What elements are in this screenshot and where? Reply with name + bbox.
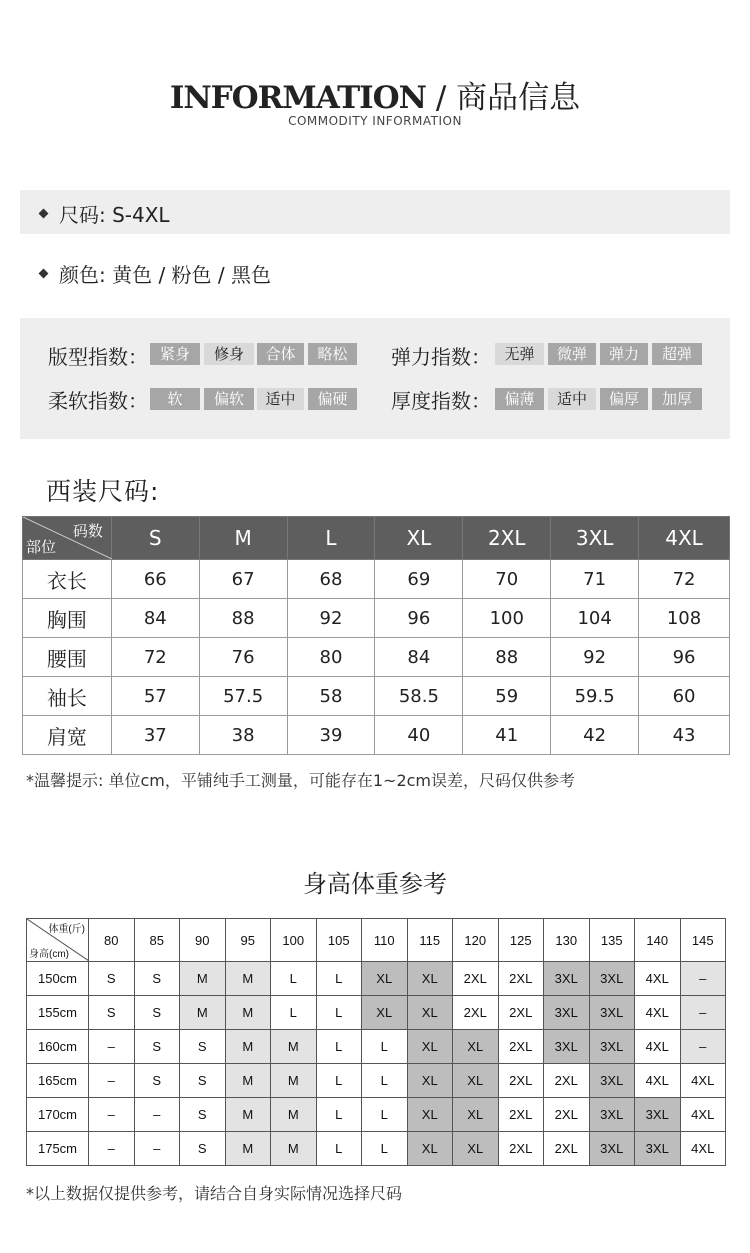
size-recommendation-cell: L: [316, 1064, 362, 1098]
size-recommendation-cell: M: [180, 996, 226, 1030]
part-label: 腰围: [23, 638, 112, 677]
size-recommendation-cell: L: [316, 1030, 362, 1064]
weight-header-cell: 105: [316, 919, 362, 962]
measurement-cell: 59.5: [551, 677, 639, 716]
weight-header-cell: 100: [271, 919, 317, 962]
table-row: [23, 599, 730, 638]
size-column-header: 2XL: [463, 517, 551, 560]
page-title: [0, 72, 750, 117]
size-recommendation-cell: L: [271, 962, 317, 996]
size-recommendation-cell: 3XL: [589, 1132, 635, 1166]
height-label: 175cm: [27, 1132, 89, 1166]
size-recommendation-cell: 3XL: [544, 1030, 590, 1064]
size-recommendation-cell: 2XL: [498, 1064, 544, 1098]
page-subtitle: COMMODITY INFORMATION: [288, 114, 462, 128]
softness-option-chip: 偏硬: [308, 388, 357, 410]
size-column-header: XL: [375, 517, 463, 560]
size-recommendation-cell: S: [180, 1098, 226, 1132]
elasticity-option-chip: 超弹: [652, 343, 702, 365]
table-row: [27, 1132, 726, 1166]
size-recommendation-cell: 2XL: [453, 962, 499, 996]
measurement-cell: 84: [375, 638, 463, 677]
fit-option-chip: 紧身: [150, 343, 200, 365]
size-recommendation-cell: 4XL: [680, 1132, 726, 1166]
size-recommendation-cell: L: [362, 1098, 408, 1132]
weight-header-cell: 140: [635, 919, 681, 962]
measurement-cell: 84: [111, 599, 199, 638]
size-recommendation-cell: XL: [407, 1132, 453, 1166]
thickness-index-label: 厚度指数：: [391, 389, 491, 413]
thickness-option-chip: 偏薄: [495, 388, 544, 410]
size-recommendation-cell: –: [89, 1030, 135, 1064]
weight-header-cell: 120: [453, 919, 499, 962]
softness-option-chip-selected: 适中: [257, 388, 304, 410]
size-recommendation-cell: M: [225, 962, 271, 996]
size-recommendation-cell: S: [180, 1064, 226, 1098]
elasticity-option-chip-selected: 无弹: [495, 343, 544, 365]
size-column-header: M: [199, 517, 287, 560]
size-recommendation-cell: XL: [407, 996, 453, 1030]
size-recommendation-cell: XL: [407, 1030, 453, 1064]
weight-header-cell: 80: [89, 919, 135, 962]
size-table-corner-cell: [23, 517, 112, 560]
fit-index-label: 版型指数：: [48, 345, 148, 369]
size-recommendation-cell: 2XL: [498, 962, 544, 996]
color-attr: [40, 259, 271, 288]
size-recommendation-cell: 3XL: [544, 962, 590, 996]
thickness-option-chip-selected: 适中: [548, 388, 596, 410]
size-recommendation-cell: 3XL: [589, 1030, 635, 1064]
height-label: 165cm: [27, 1064, 89, 1098]
weight-header-cell: 135: [589, 919, 635, 962]
measurement-cell: 88: [199, 599, 287, 638]
size-recommendation-cell: L: [362, 1030, 408, 1064]
size-recommendation-cell: L: [316, 996, 362, 1030]
height-label: 155cm: [27, 996, 89, 1030]
size-recommendation-cell: M: [271, 1132, 317, 1166]
size-note: *温馨提示: 单位cm，平铺纯手工测量，可能存在1~2cm误差，尺码仅供参考: [26, 771, 576, 790]
measurement-cell: 59: [463, 677, 551, 716]
measurement-cell: 92: [287, 599, 375, 638]
title-sep: /: [426, 80, 457, 116]
size-recommendation-cell: L: [316, 962, 362, 996]
size-recommendation-cell: 2XL: [453, 996, 499, 1030]
measurement-cell: 92: [551, 638, 639, 677]
elasticity-option-chip: 微弹: [548, 343, 596, 365]
size-recommendation-cell: S: [134, 1030, 180, 1064]
softness-index-label: 柔软指数：: [48, 389, 148, 413]
fit-option-chip: 合体: [257, 343, 304, 365]
height-label: 150cm: [27, 962, 89, 996]
elasticity-option-chip: 弹力: [600, 343, 648, 365]
size-recommendation-cell: 4XL: [680, 1064, 726, 1098]
thickness-option-chip: 加厚: [652, 388, 702, 410]
size-recommendation-cell: 4XL: [680, 1098, 726, 1132]
size-column-header: 3XL: [551, 517, 639, 560]
reference-title: 身高体重参考: [303, 870, 447, 898]
thickness-option-chip: 偏厚: [600, 388, 648, 410]
size-recommendation-cell: 2XL: [498, 996, 544, 1030]
size-recommendation-cell: XL: [453, 1132, 499, 1166]
size-recommendation-cell: XL: [453, 1098, 499, 1132]
size-recommendation-cell: –: [89, 1064, 135, 1098]
table-row: [27, 1064, 726, 1098]
size-recommendation-cell: 4XL: [635, 962, 681, 996]
measurement-cell: 58: [287, 677, 375, 716]
size-table-body: [23, 560, 730, 755]
weight-header-cell: 115: [407, 919, 453, 962]
part-label: 袖长: [23, 677, 112, 716]
measurement-cell: 96: [375, 599, 463, 638]
measurement-cell: 40: [375, 716, 463, 755]
size-recommendation-cell: M: [225, 1064, 271, 1098]
reference-corner-cell: [27, 919, 89, 962]
size-recommendation-cell: L: [316, 1098, 362, 1132]
fit-option-chip: 略松: [308, 343, 357, 365]
measurement-cell: 88: [463, 638, 551, 677]
weight-header-cell: 95: [225, 919, 271, 962]
corner-height-label: 身高(cm): [29, 949, 69, 960]
size-recommendation-cell: XL: [453, 1064, 499, 1098]
size-recommendation-cell: S: [180, 1030, 226, 1064]
part-label: 衣长: [23, 560, 112, 599]
size-recommendation-cell: 3XL: [635, 1098, 681, 1132]
size-recommendation-cell: M: [271, 1098, 317, 1132]
table-row: [23, 638, 730, 677]
weight-header-cell: 90: [180, 919, 226, 962]
measurement-cell: 58.5: [375, 677, 463, 716]
measurement-cell: 39: [287, 716, 375, 755]
size-recommendation-cell: XL: [362, 996, 408, 1030]
measurement-cell: 68: [287, 560, 375, 599]
size-recommendation-cell: M: [225, 1098, 271, 1132]
size-recommendation-cell: L: [362, 1064, 408, 1098]
elasticity-index-label: 弹力指数：: [391, 345, 491, 369]
size-table-title: 西装尺码:: [46, 477, 160, 506]
fit-option-chip-selected: 修身: [204, 343, 254, 365]
weight-header-cell: 110: [362, 919, 408, 962]
size-recommendation-cell: 3XL: [544, 996, 590, 1030]
measurement-cell: 70: [463, 560, 551, 599]
size-recommendation-cell: M: [225, 1030, 271, 1064]
size-recommendation-cell: –: [89, 1098, 135, 1132]
table-row: [27, 1030, 726, 1064]
size-recommendation-cell: XL: [407, 1064, 453, 1098]
measurement-cell: 38: [199, 716, 287, 755]
table-row: [23, 716, 730, 755]
size-recommendation-cell: XL: [407, 962, 453, 996]
measurement-cell: 37: [111, 716, 199, 755]
height-label: 170cm: [27, 1098, 89, 1132]
size-recommendation-cell: M: [225, 1132, 271, 1166]
size-column-header: L: [287, 517, 375, 560]
size-recommendation-cell: L: [271, 996, 317, 1030]
weight-header-cell: 125: [498, 919, 544, 962]
size-attr-text: 尺码: S-4XL: [59, 203, 170, 227]
size-recommendation-cell: 2XL: [544, 1098, 590, 1132]
size-recommendation-cell: –: [680, 962, 726, 996]
measurement-cell: 57.5: [199, 677, 287, 716]
bullet-diamond-icon: [39, 209, 49, 219]
corner-weight-label: 体重(斤): [48, 924, 85, 935]
size-recommendation-cell: 2XL: [498, 1132, 544, 1166]
softness-option-chip: 偏软: [204, 388, 254, 410]
size-recommendation-cell: L: [362, 1132, 408, 1166]
size-recommendation-cell: 4XL: [635, 996, 681, 1030]
size-recommendation-cell: S: [134, 996, 180, 1030]
table-row: [27, 962, 726, 996]
size-recommendation-cell: M: [271, 1030, 317, 1064]
size-recommendation-cell: 2XL: [544, 1064, 590, 1098]
size-recommendation-cell: 4XL: [635, 1030, 681, 1064]
measurement-cell: 76: [199, 638, 287, 677]
size-recommendation-cell: –: [89, 1132, 135, 1166]
corner-part-label: 部位: [26, 538, 57, 556]
size-recommendation-cell: XL: [453, 1030, 499, 1064]
measurement-cell: 60: [639, 677, 730, 716]
size-recommendation-cell: –: [134, 1132, 180, 1166]
size-recommendation-cell: 2XL: [498, 1098, 544, 1132]
title-cn: 商品信息: [456, 80, 581, 116]
corner-size-label: 码数: [72, 522, 103, 540]
size-recommendation-cell: M: [225, 996, 271, 1030]
size-recommendation-cell: –: [134, 1098, 180, 1132]
part-label: 胸围: [23, 599, 112, 638]
size-recommendation-cell: XL: [407, 1098, 453, 1132]
measurement-cell: 104: [551, 599, 639, 638]
size-recommendation-cell: 2XL: [544, 1132, 590, 1166]
measurement-cell: 42: [551, 716, 639, 755]
size-table: [22, 516, 730, 755]
weight-header-cell: 85: [134, 919, 180, 962]
size-table-header-row: [23, 517, 730, 560]
size-recommendation-cell: –: [680, 996, 726, 1030]
measurement-cell: 71: [551, 560, 639, 599]
size-recommendation-cell: 2XL: [498, 1030, 544, 1064]
size-column-header: S: [111, 517, 199, 560]
measurement-cell: 80: [287, 638, 375, 677]
measurement-cell: 96: [639, 638, 730, 677]
size-recommendation-cell: S: [89, 996, 135, 1030]
title-en: INFORMATION: [169, 80, 427, 116]
measurement-cell: 67: [199, 560, 287, 599]
size-recommendation-cell: 3XL: [589, 996, 635, 1030]
measurement-cell: 100: [463, 599, 551, 638]
height-label: 160cm: [27, 1030, 89, 1064]
index-panel: [20, 318, 730, 439]
measurement-cell: 41: [463, 716, 551, 755]
reference-note: *以上数据仅提供参考，请结合自身实际情况选择尺码: [26, 1184, 403, 1203]
bullet-diamond-icon: [39, 269, 49, 279]
size-recommendation-cell: –: [680, 1030, 726, 1064]
measurement-cell: 72: [639, 560, 730, 599]
height-weight-table: [26, 918, 726, 1166]
part-label: 肩宽: [23, 716, 112, 755]
table-row: [27, 996, 726, 1030]
size-attr: [40, 199, 170, 228]
table-row: [23, 677, 730, 716]
color-attr-text: 颜色: 黄色 / 粉色 / 黑色: [59, 263, 272, 287]
table-row: [23, 560, 730, 599]
measurement-cell: 43: [639, 716, 730, 755]
size-recommendation-cell: L: [316, 1132, 362, 1166]
weight-header-cell: 130: [544, 919, 590, 962]
measurement-cell: 72: [111, 638, 199, 677]
measurement-cell: 108: [639, 599, 730, 638]
size-recommendation-cell: 3XL: [635, 1132, 681, 1166]
size-recommendation-cell: S: [89, 962, 135, 996]
table-row: [27, 1098, 726, 1132]
size-recommendation-cell: 3XL: [589, 1064, 635, 1098]
size-column-header: 4XL: [639, 517, 730, 560]
measurement-cell: 66: [111, 560, 199, 599]
height-weight-table-body: [27, 919, 726, 1166]
size-recommendation-cell: M: [180, 962, 226, 996]
size-recommendation-cell: 3XL: [589, 1098, 635, 1132]
size-recommendation-cell: S: [134, 962, 180, 996]
measurement-cell: 57: [111, 677, 199, 716]
size-recommendation-cell: 3XL: [589, 962, 635, 996]
size-recommendation-cell: M: [271, 1064, 317, 1098]
softness-option-chip: 软: [150, 388, 200, 410]
measurement-cell: 69: [375, 560, 463, 599]
size-recommendation-cell: S: [134, 1064, 180, 1098]
weight-header-row: [27, 919, 726, 962]
size-recommendation-cell: XL: [362, 962, 408, 996]
weight-header-cell: 145: [680, 919, 726, 962]
size-recommendation-cell: 4XL: [635, 1064, 681, 1098]
size-recommendation-cell: S: [180, 1132, 226, 1166]
